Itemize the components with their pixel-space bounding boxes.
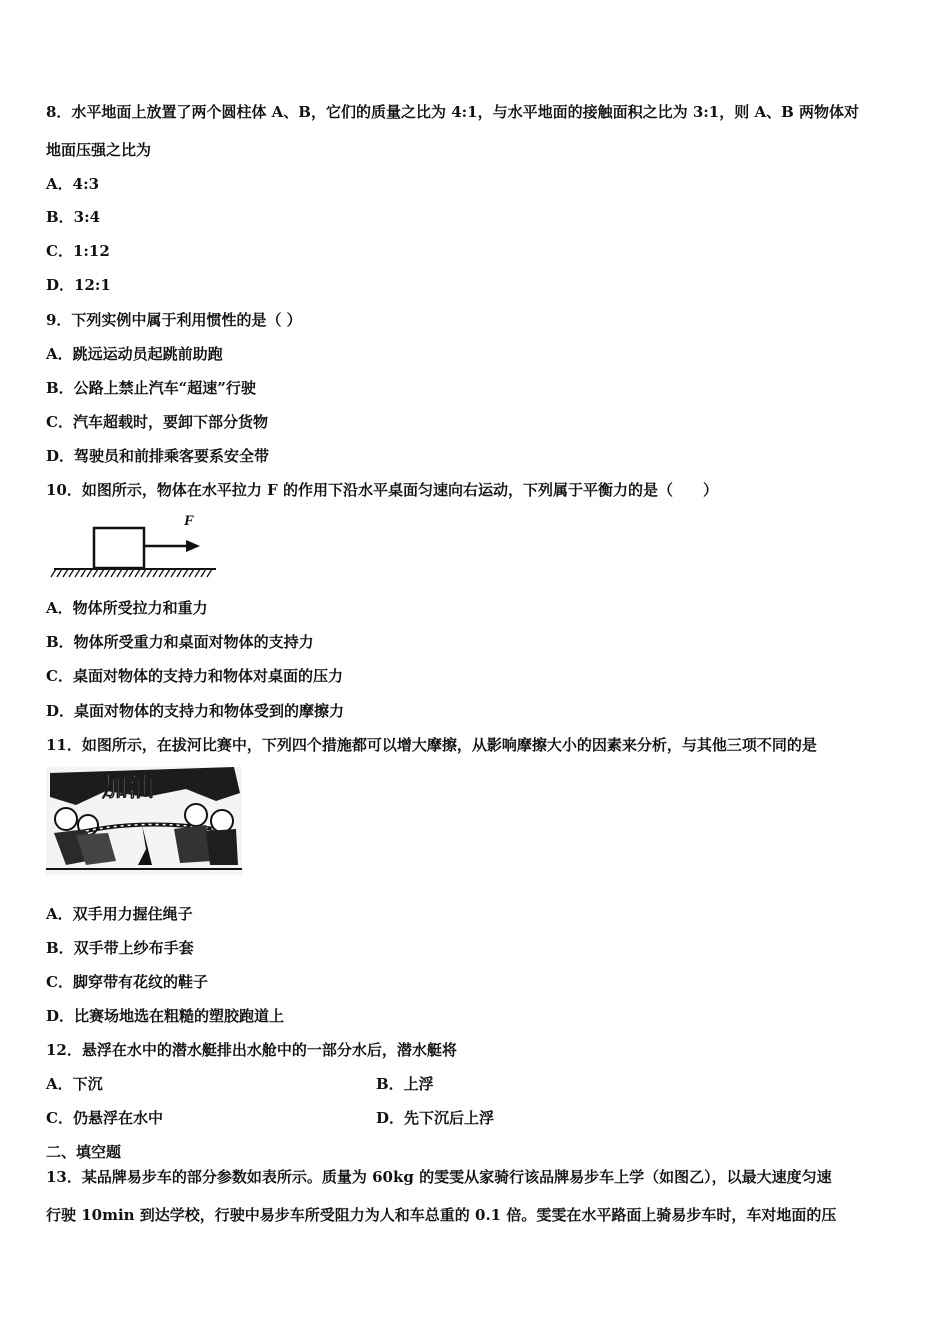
q11-stem: 11．如图所示，在拔河比赛中，下列四个措施都可以增大摩擦，从影响摩擦大小的因素来分析，与其他三项不同的是 — [46, 736, 817, 754]
hatch-mark — [195, 569, 200, 577]
q13-line2: 行驶 10min 到达学校，行驶中易步车所受阻力为人和车总重的 0.1 倍。雯雯在水平路面上骑易步车时，车对地面的压 — [46, 1206, 837, 1224]
hatch-mark — [81, 569, 86, 577]
block-force-diagram — [48, 512, 218, 582]
q11-option-b: B．双手带上纱布手套 — [46, 939, 194, 957]
hatch-mark — [129, 569, 134, 577]
person-head — [185, 804, 207, 826]
hatch-mark — [69, 569, 74, 577]
hatch-mark — [177, 569, 182, 577]
hatch-mark — [183, 569, 188, 577]
hatch-mark — [57, 569, 62, 577]
hatch-mark — [201, 569, 206, 577]
q10-option-d: D．桌面对物体的支持力和物体受到的摩擦力 — [46, 702, 345, 720]
q10-option-a: A．物体所受拉力和重力 — [46, 599, 208, 617]
q9-option-a: A．跳远运动员起跳前助跑 — [46, 345, 223, 363]
hatch-mark — [117, 569, 122, 577]
hatch-mark — [75, 569, 80, 577]
q12-option-b: B．上浮 — [376, 1075, 434, 1093]
q9-option-d: D．驾驶员和前排乘客要系安全带 — [46, 447, 270, 465]
q8-stem-line1: 8．水平地面上放置了两个圆柱体 A、B，它们的质量之比为 4:1，与水平地面的接触面积之比为 3:1，则 A、B 两物体对 — [46, 103, 860, 121]
hatch-mark — [135, 569, 140, 577]
hatch-mark — [123, 569, 128, 577]
person-head — [211, 810, 233, 832]
person-body — [206, 829, 238, 865]
q12-option-c: C．仍悬浮在水中 — [46, 1109, 163, 1127]
hatch-mark — [153, 569, 158, 577]
q8-option-d: D．12:1 — [46, 276, 111, 294]
q8-option-c: C．1:12 — [46, 242, 110, 260]
block-rect — [94, 528, 144, 568]
q9-option-c: C．汽车超载时，要卸下部分货物 — [46, 413, 268, 431]
hatch-mark — [159, 569, 164, 577]
section-title: 二、填空题 — [46, 1143, 122, 1161]
q10-stem: 10．如图所示，物体在水平拉力 F 的作用下沿水平桌面匀速向右运动，下列属于平衡力的是（ ） — [46, 481, 718, 499]
q8-option-a: A．4:3 — [46, 175, 100, 193]
q8-option-b: B．3:4 — [46, 208, 101, 226]
person-body — [174, 825, 212, 863]
person-head — [55, 808, 77, 830]
q8-stem-line2: 地面压强之比为 — [46, 141, 152, 159]
hatch-mark — [63, 569, 68, 577]
hatch-mark — [189, 569, 194, 577]
hatch-mark — [111, 569, 116, 577]
banner-text: 加油 — [102, 773, 155, 803]
q11-option-d: D．比赛场地选在粗糙的塑胶跑道上 — [46, 1007, 285, 1025]
q11-option-c: C．脚穿带有花纹的鞋子 — [46, 973, 208, 991]
hatch-mark — [165, 569, 170, 577]
force-arrow-head — [186, 540, 200, 552]
q13-line1: 13．某品牌易步车的部分参数如表所示。质量为 60kg 的雯雯从家骑行该品牌易步车上学（如图乙），以最大速度匀速 — [46, 1168, 832, 1186]
q12-option-a: A．下沉 — [46, 1075, 103, 1093]
hatch-mark — [87, 569, 92, 577]
q9-stem: 9．下列实例中属于利用惯性的是（ ） — [46, 311, 302, 329]
q9-option-b: B．公路上禁止汽车“超速”行驶 — [46, 379, 256, 397]
q10-option-b: B．物体所受重力和桌面对物体的支持力 — [46, 633, 314, 651]
hatch-mark — [207, 569, 212, 577]
tug-of-war-illustration — [46, 767, 242, 875]
hatch-mark — [93, 569, 98, 577]
q12-stem: 12．悬浮在水中的潜水艇排出水舱中的一部分水后，潜水艇将 — [46, 1041, 457, 1059]
hatch-mark — [171, 569, 176, 577]
hatch-mark — [141, 569, 146, 577]
q11-option-a: A．双手用力握住绳子 — [46, 905, 193, 923]
q10-option-c: C．桌面对物体的支持力和物体对桌面的压力 — [46, 667, 343, 685]
hatch-mark — [51, 569, 56, 577]
hatch-mark — [105, 569, 110, 577]
ground-hatching — [51, 569, 212, 577]
hatch-mark — [99, 569, 104, 577]
hatch-mark — [147, 569, 152, 577]
force-label: F — [184, 513, 195, 529]
q12-option-d: D．先下沉后上浮 — [376, 1109, 495, 1127]
